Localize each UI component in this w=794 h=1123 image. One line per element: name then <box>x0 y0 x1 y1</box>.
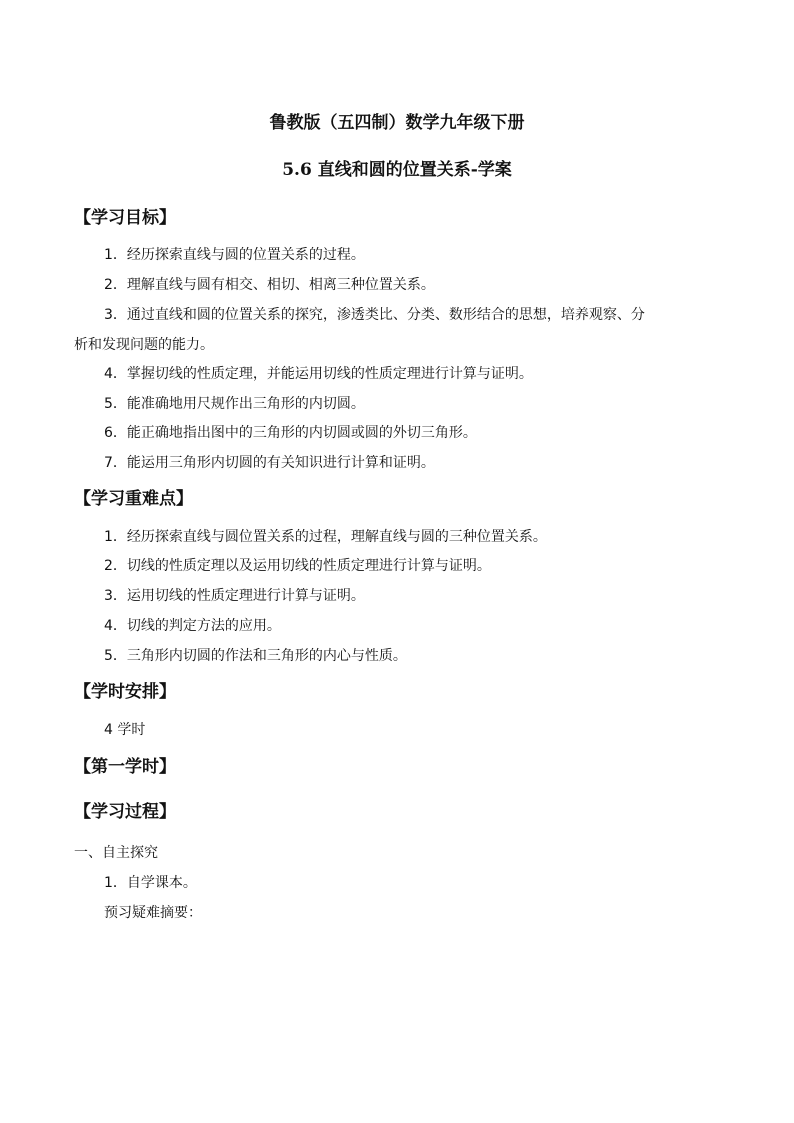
key-point-item: 3．运用切线的性质定理进行计算与证明。 <box>104 588 365 604</box>
key-point-item: 2．切线的性质定理以及运用切线的性质定理进行计算与证明。 <box>104 558 491 574</box>
section-self-study: 一、自主探究 <box>74 845 158 861</box>
goal-item: 4．掌握切线的性质定理，并能运用切线的性质定理进行计算与证明。 <box>104 366 533 382</box>
key-point-item: 5．三角形内切圆的作法和三角形的内心与性质。 <box>104 648 407 664</box>
key-points-heading: 【学习重难点】 <box>74 489 193 509</box>
goal-item: 3．通过直线和圆的位置关系的探究，渗透类比、分类、数形结合的思想，培养观察、分 <box>104 307 645 323</box>
document-title: 鲁教版（五四制）数学九年级下册 <box>269 113 525 133</box>
goal-item: 5．能准确地用尺规作出三角形的内切圆。 <box>104 396 365 412</box>
learning-goals-heading: 【学习目标】 <box>74 208 176 228</box>
schedule-value: 4 学时 <box>104 722 146 738</box>
key-point-item: 4．切线的判定方法的应用。 <box>104 618 281 634</box>
step-item: 1．自学课本。 <box>104 875 197 891</box>
key-point-item: 1．经历探索直线与圆位置关系的过程，理解直线与圆的三种位置关系。 <box>104 529 547 545</box>
goal-item: 7．能运用三角形内切圆的有关知识进行计算和证明。 <box>104 455 435 471</box>
goal-item: 2．理解直线与圆有相交、相切、相离三种位置关系。 <box>104 277 435 293</box>
document-subtitle: 5.6 直线和圆的位置关系-学案 <box>282 160 512 180</box>
preview-note: 预习疑难摘要： <box>104 905 202 921</box>
learning-process-heading: 【学习过程】 <box>74 802 176 822</box>
first-lesson-heading: 【第一学时】 <box>74 757 176 777</box>
goal-item: 1．经历探索直线与圆的位置关系的过程。 <box>104 247 365 263</box>
goal-item-continuation: 析和发现问题的能力。 <box>74 337 214 353</box>
goal-item: 6．能正确地指出图中的三角形的内切圆或圆的外切三角形。 <box>104 425 477 441</box>
schedule-heading: 【学时安排】 <box>74 682 176 702</box>
